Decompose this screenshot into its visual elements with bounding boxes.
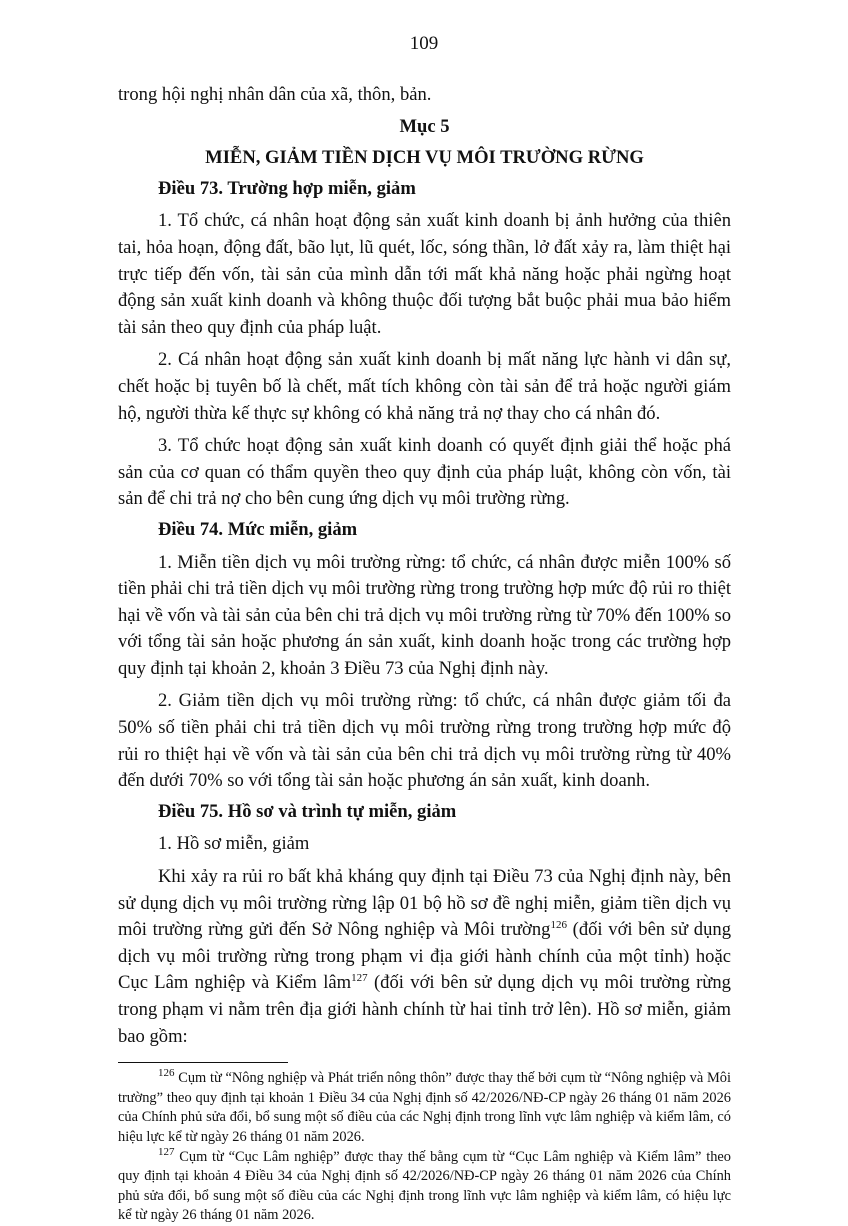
page-number: 109 bbox=[409, 33, 439, 54]
section-title: MIỄN, GIẢM TIỀN DỊCH VỤ MÔI TRƯỜNG RỪNG bbox=[205, 147, 644, 169]
text-part: (đối với bên sử dụng dịch vụ môi trường rừng trong phạm vi nằm trên địa giới hành chính từ hai tỉnh trở lên). Hồ sơ miễn, giảm bao gồm: bbox=[118, 972, 731, 1047]
article-74-title: Điều 74. Mức miễn, giảm bbox=[158, 518, 358, 540]
text-part: Khi xảy ra rủi ro bất khả kháng quy định tại Điều 73 của Nghị định này, bên sử dụng dịch vụ môi trường rừng lập 01 bộ hồ sơ đề nghị miễn, giảm tiền dịch vụ môi trường rừng gửi đến Sở Nông nghiệp và Môi trường bbox=[118, 866, 731, 941]
article-73-para-2: 2. Cá nhân hoạt động sản xuất kinh doanh bị mất năng lực hành vi dân sự, chết hoặc bị tuyên bố là chết, mất tích không còn tài sản để trả hoặc người giám hộ, người thừa kế thực sự không có khả năng trả nợ thay cho cá nhân đó. bbox=[118, 349, 731, 424]
article-75-para-1: 1. Hồ sơ miễn, giảm bbox=[158, 833, 310, 855]
footnote-ref-127[interactable]: 127 bbox=[351, 972, 368, 985]
footnote-text: Cụm từ “Nông nghiệp và Phát triển nông thôn” được thay thế bởi cụm từ “Nông nghiệp và Môi trường” theo quy định tại khoản 1 Điều 34 của Nghị định số 42/2026/NĐ-CP ngày 26 tháng 01 năm 2026 của Chính phủ sửa đổi, bổ sung một số điều của các Nghị định trong lĩnh vực lâm nghiệp và kiểm lâm, có hiệu lực kể từ ngày 26 tháng 01 năm 2026. bbox=[118, 1070, 731, 1145]
text-part: (đối với bên sử dụng dịch vụ môi trường rừng trong phạm vi địa giới hành chính của một tỉnh) hoặc Cục Lâm nghiệp và Kiểm lâm bbox=[118, 919, 731, 994]
footnote-text: Cụm từ “Cục Lâm nghiệp” được thay thế bằng cụm từ “Cục Lâm nghiệp và Kiểm lâm” theo quy định tại khoản 4 Điều 34 của Nghị định số 42/2026/NĐ-CP ngày 26 tháng 01 năm 2026 của Chính phủ sửa đổi, bổ sung một số điều của các Nghị định trong lĩnh vực lâm nghiệp và kiểm lâm, có hiệu lực kể từ ngày 26 tháng 01 năm 2026. bbox=[118, 1148, 731, 1224]
article-73-title: Điều 73. Trường hợp miễn, giảm bbox=[158, 177, 416, 199]
footnote-ref-126[interactable]: 126 bbox=[550, 919, 567, 932]
footnote-126 bbox=[118, 1069, 731, 1147]
article-74-para-2: 2. Giảm tiền dịch vụ môi trường rừng: tổ chức, cá nhân được giảm tối đa 50% số tiền phải chi trả tiền dịch vụ môi trường rừng trong trường hợp mức độ rủi ro thiệt hại về vốn và tài sản của bên chi trả dịch vụ môi trường rừng từ 40% đến dưới 70% so với tổng tài sản hoặc phương án sản xuất, kinh doanh. bbox=[118, 690, 731, 792]
footnote-number: 126 bbox=[158, 1067, 175, 1080]
intro-line: trong hội nghị nhân dân của xã, thôn, bản. bbox=[118, 84, 432, 105]
article-75-para-2 bbox=[118, 864, 731, 1050]
article-75-title: Điều 75. Hồ sơ và trình tự miễn, giảm bbox=[158, 800, 457, 822]
article-74-para-1: 1. Miễn tiền dịch vụ môi trường rừng: tổ chức, cá nhân được miễn 100% số tiền phải chi trả tiền dịch vụ môi trường rừng trong trường hợp mức độ rủi ro thiệt hại về vốn và tài sản của bên chi trả dịch vụ môi trường rừng từ 70% đến 100% so với tổng tài sản hoặc phương án sản xuất, kinh doanh hoặc trong các trường hợp quy định tại khoản 2, khoản 3 Điều 73 của Nghị định này. bbox=[118, 551, 731, 679]
footnote-127 bbox=[118, 1145, 731, 1226]
footnote-number: 127 bbox=[158, 1145, 175, 1158]
article-73-para-1: 1. Tổ chức, cá nhân hoạt động sản xuất kinh doanh bị ảnh hưởng của thiên tai, hỏa hoạn, động đất, bão lụt, lũ quét, lốc, sóng thần, lở đất xảy ra, làm thiệt hại trực tiếp đến vốn, tài sản của mình dẫn tới mất khả năng hoặc phải ngừng hoạt động sản xuất kinh doanh và không thuộc đối tượng bắt buộc phải mua bảo hiểm tài sản theo quy định của pháp luật. bbox=[118, 210, 731, 338]
section-label: Mục 5 bbox=[399, 115, 450, 137]
footnote-divider bbox=[118, 1062, 288, 1063]
page-body bbox=[118, 82, 731, 1226]
article-73-para-3: 3. Tổ chức hoạt động sản xuất kinh doanh có quyết định giải thể hoặc phá sản của cơ quan có thẩm quyền theo quy định của pháp luật, không còn vốn, tài sản để chi trả nợ cho bên cung ứng dịch vụ môi trường rừng. bbox=[118, 435, 731, 510]
